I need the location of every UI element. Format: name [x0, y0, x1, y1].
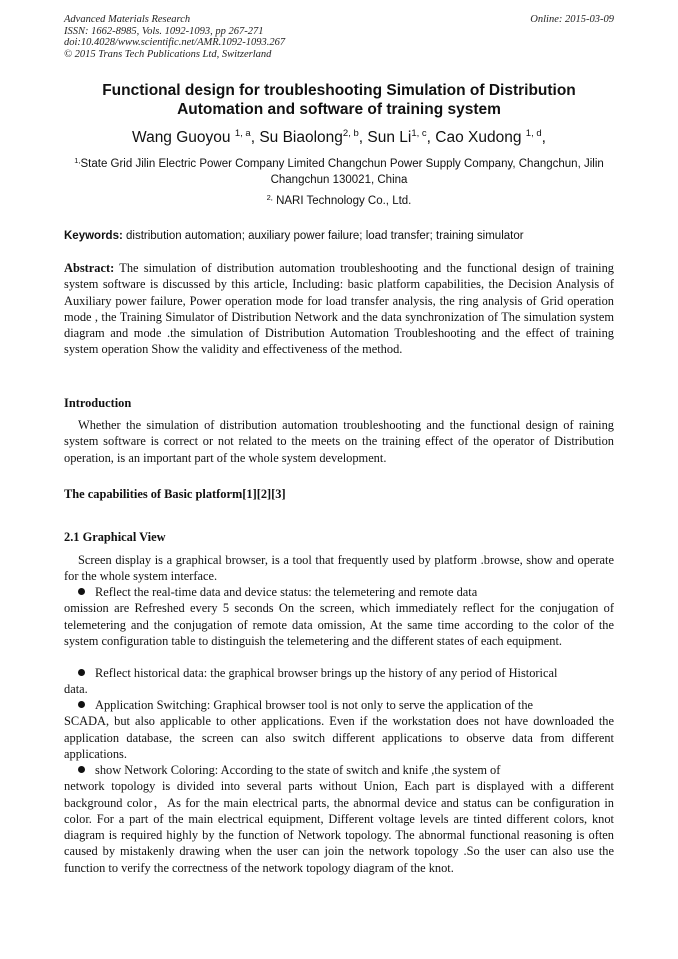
author-superscript: 1, a	[234, 128, 251, 139]
bullet-rest: omission are Refreshed every 5 seconds On the screen, which immediately reflect for the conjugation of telemetering and the conjugation of remote data omission, At the same time according to the color of the system configuration table to distinguish the telemetering and the different states of each equipment.	[64, 601, 614, 648]
paper-title	[64, 81, 614, 119]
abstract	[64, 260, 614, 358]
bullet-icon	[78, 766, 85, 773]
bullet-icon	[78, 701, 85, 708]
bullet-rest: network topology is divided into several parts without Union, Each part is displayed with a different background color，As for the main electrical parts, the abnormal device and status can be configuration in color. For a part of the main electrical equipment, Different voltage levels are tinted different colors, knot diagram is required highly by the function of Network topology. The abnormal functional reasoning is often caused by mistakenly drawing when the user can join the network topology .So the user can also use the function to verify the correctness of the network topology diagram of the knot.	[64, 779, 614, 875]
bullet-lead: show Network Coloring: According to the state of switch and knife ,the system of	[95, 763, 501, 777]
bullet-lead: Application Switching: Graphical browser tool is not only to serve the application of the	[95, 698, 534, 712]
online-date: Online: 2015-03-09	[530, 14, 614, 25]
abstract-text: The simulation of distribution automation troubleshooting and the functional design of training system software is discussed by this article, Including: basic platform capabilities, the Decision Analysis of Auxiliary power failure, Power operation mode for load transfer analysis, the ring analysis of Grid operation mode , the Training Simulator of Distribution Network and the data synchronization of The simulation system diagram and mode .the simulation of Distribution Automation Troubleshooting and the effect of training system operation Show the validity and effectiveness of the method.	[64, 261, 614, 357]
bullet-lead: Reflect the real-time data and device status: the telemetering and remote data	[95, 585, 478, 599]
title-line-2: Automation and software of training system	[177, 101, 501, 118]
author-superscript: 2, b	[342, 128, 359, 139]
introduction-heading: Introduction	[64, 396, 132, 410]
bullet-rest: SCADA, but also applicable to other applications. Even if the workstation does not have downloaded the application database, the screen can also switch different applications to observe data from different applications.	[64, 714, 614, 761]
affiliation-2	[64, 193, 614, 209]
introduction-text: Whether the simulation of distribution automation troubleshooting and the functional design of raining system software is correct or not related to the meets on the training effect of the operator of Distribution operation, is an important part of the whole system development.	[64, 418, 614, 465]
bullet-item	[64, 762, 614, 876]
abstract-label: Abstract:	[64, 261, 115, 275]
bullet-lead: Reflect historical data: the graphical browser brings up the history of any period of Historical	[95, 666, 558, 680]
affiliation-text: NARI Technology Co., Ltd.	[272, 195, 412, 207]
author-superscript: 1, c	[411, 128, 427, 139]
graphical-view-intro: Screen display is a graphical browser, is a tool that frequently used by platform .browse, show and operate for the whole system interface.	[64, 553, 614, 584]
author-name: Su Biaolong	[259, 129, 343, 146]
capabilities-heading: The capabilities of Basic platform[1][2][3]	[64, 487, 286, 501]
issn: ISSN: 1662-8985, Vols. 1092-1093, pp 267-271	[64, 25, 264, 37]
author-name: Cao Xudong	[435, 129, 526, 146]
affiliation-1	[64, 156, 614, 188]
bullet-icon	[78, 588, 85, 595]
journal-name: Advanced Materials Research	[64, 14, 191, 25]
keywords	[64, 229, 614, 244]
affiliation-superscript: 2,	[266, 193, 273, 202]
keywords-label: Keywords:	[64, 230, 123, 242]
doi[interactable]: doi:10.4028/www.scientific.net/AMR.1092-1093.267	[64, 37, 286, 48]
affiliation-text: State Grid Jilin Electric Power Company Limited Changchun Power Supply Company, Changchun, Jilin Changchun 130021, China	[80, 158, 604, 186]
bullet-rest: data.	[64, 682, 88, 697]
author-superscript: 1, d	[525, 128, 542, 139]
bullet-item	[64, 697, 614, 762]
keywords-text: distribution automation; auxiliary power failure; load transfer; training simulator	[122, 230, 524, 242]
bullet-icon	[78, 669, 85, 676]
author-name: Wang Guoyou	[132, 129, 235, 146]
bullet-item	[64, 665, 614, 698]
affiliation-superscript: 1,	[74, 156, 81, 165]
graphical-view-heading: 2.1 Graphical View	[64, 530, 166, 544]
title-line-1: Functional design for troubleshooting Simulation of Distribution	[102, 82, 576, 99]
copyright: © 2015 Trans Tech Publications Ltd, Switzerland	[64, 48, 272, 60]
author-list: Wang Guoyou $^{1, a}$, Su Biaolong$^{2, b}$, Sun Li$^{1, c}$, Cao Xudong $^{1, d}$,	[132, 128, 546, 146]
journal-header	[64, 14, 614, 60]
bullet-item	[64, 584, 614, 649]
author-name: Sun Li	[367, 129, 412, 146]
